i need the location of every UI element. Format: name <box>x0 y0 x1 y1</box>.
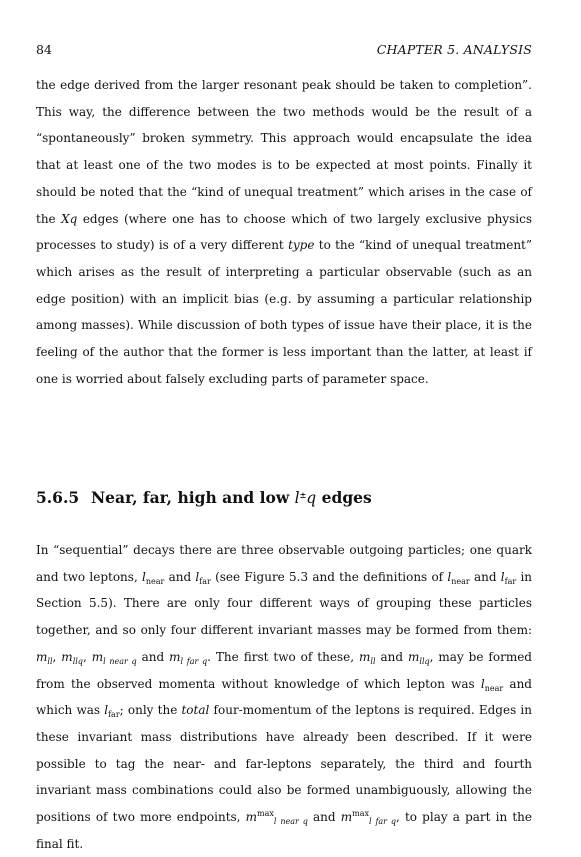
math-m: m <box>91 649 104 664</box>
section-number: 5.6.5 <box>36 488 80 507</box>
math-m: m <box>408 649 420 664</box>
section-heading <box>36 488 372 507</box>
math-plusminus: ± <box>299 490 307 500</box>
math-l: l <box>447 569 452 584</box>
math-l: l <box>480 676 485 691</box>
text: and <box>469 569 501 584</box>
math-m: m <box>36 649 48 664</box>
running-header <box>36 42 532 58</box>
superscript-max: max <box>257 809 274 819</box>
text: the edge derived from the larger resonant peak should be taken to completion”. This way, the difference between the two methods would be the result of a “spontaneously” broken symmetry. This approach would encapsulate the idea that at least one of the two modes is to be expected at most points. Finally it should be noted that the “kind of unequal treatment” which arises in the case of the <box>36 78 532 226</box>
math-l: l <box>294 489 300 507</box>
text: to the “kind of unequal treatment” which arises as the result of interpreting a particular observable (such as an edge position) with an implicit bias (e.g. by assuming a particular relationship among masses). While discussion of both types of issue have their place, it is the feeling of the author that the former is less important than the latter, at least if one is worried about falsely excluding parts of parameter space. <box>36 238 533 386</box>
subscript-far: far <box>504 576 517 586</box>
math-l: l <box>142 569 146 584</box>
text: . The first two of these, <box>207 649 359 664</box>
section-title-part: Near, far, high and low <box>91 488 295 507</box>
math-q: q <box>306 489 317 507</box>
text: In “sequential” decays there are three observable outgoing particles; one quark and two leptons, <box>36 543 532 584</box>
math-m: m <box>61 649 73 664</box>
paragraph-2 <box>36 537 532 857</box>
text: four-momentum of the leptons is required. Edges in these invariant mass distributions have already been described. If it were possible to tag the near- and far-leptons separately, the third and fourth invariant mass combinations could also be formed unambiguously, allowing the positions of two more endpoints, <box>36 703 533 825</box>
text: and <box>375 649 408 664</box>
math-l: l <box>500 569 505 584</box>
text: and which was <box>36 676 532 718</box>
subscript-near: near <box>484 683 504 693</box>
math-xq: Xq <box>61 211 78 226</box>
subscript-lfarq: l far q <box>180 656 208 666</box>
subscript-lnearq: l near q <box>273 817 308 827</box>
text: edges (where one has to choose which of two largely exclusive physics processes to study) is of a very different <box>36 211 533 253</box>
text: and <box>136 649 170 664</box>
math-l: l <box>195 569 200 584</box>
text: , to play a part in the final fit. <box>36 810 533 851</box>
text: , may be formed from the observed momenta without knowledge of which lepton was <box>36 649 532 691</box>
paragraph-1 <box>36 72 532 392</box>
subscript-lnearq: l near q <box>103 656 137 666</box>
subscript-near: near <box>451 576 470 586</box>
math-m: m <box>340 810 353 825</box>
section-title-part: edges <box>316 488 372 507</box>
emphasis-total: total <box>181 703 210 718</box>
text: in Section 5.5). There are only four different ways of grouping these particles together, and so only four different invariant masses may be formed from them: <box>36 569 533 638</box>
math-m: m <box>245 810 258 825</box>
subscript-ll: ll <box>370 656 376 666</box>
text: , <box>82 649 92 664</box>
text: , <box>52 649 62 664</box>
text: and <box>307 810 341 825</box>
math-m: m <box>359 649 371 664</box>
chapter-title: CHAPTER 5. ANALYSIS <box>376 42 532 57</box>
subscript-far: far <box>199 576 211 586</box>
page-number: 84 <box>36 42 52 57</box>
math-m: m <box>169 649 181 664</box>
subscript-near: near <box>145 576 165 586</box>
text: ; only the <box>119 703 182 718</box>
text: (see Figure 5.3 and the definitions of <box>210 569 448 584</box>
superscript-max: max <box>352 809 369 819</box>
subscript-llq: llq <box>419 656 430 666</box>
subscript-llq: llq <box>72 656 83 666</box>
text: and <box>164 569 196 584</box>
subscript-ll: ll <box>47 656 53 666</box>
subscript-far: far <box>108 710 120 720</box>
math-l: l <box>104 703 109 718</box>
subscript-lfarq: l far q <box>369 817 396 827</box>
emphasis-type: type <box>288 238 315 253</box>
